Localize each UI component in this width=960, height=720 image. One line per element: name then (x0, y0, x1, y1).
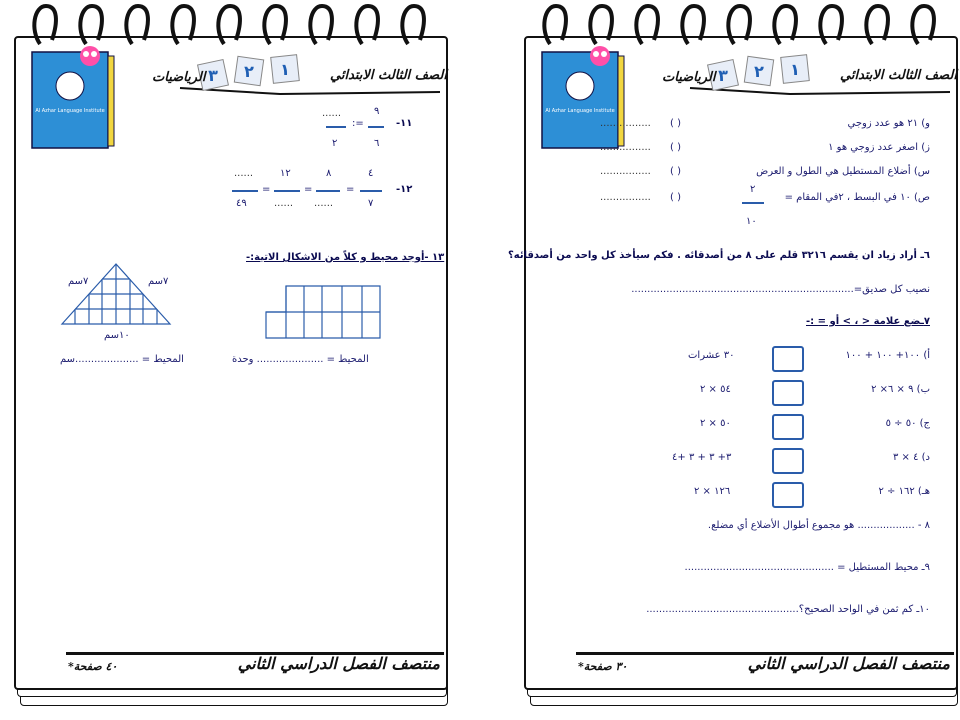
compare-right-3: ٥٠ × ٢ (700, 418, 731, 429)
tf-dots-3: ................ (600, 166, 651, 177)
q12-b-bottom: ...... (314, 198, 334, 209)
svg-text:٣: ٣ (208, 66, 218, 85)
tf-paren-1: ( ) (670, 118, 681, 129)
page-number: *٤٠ صفحة (68, 660, 118, 673)
q12-a-bottom: ٧ (368, 198, 374, 209)
compare-right-5: ١٢٦ × ٢ (694, 486, 731, 497)
compare-right-4: ٣+ ٣ + ٣ +٤ (672, 452, 732, 463)
q11-fraction-bar-2 (326, 126, 346, 128)
svg-text:١: ١ (280, 60, 290, 79)
compare-answer-box-4[interactable] (772, 448, 804, 474)
q12-b-bar (316, 190, 340, 192)
triangle-bottom-label: ١٠سم (104, 330, 130, 341)
triangle-right-label: ٧سم (148, 276, 169, 287)
compare-answer-box-2[interactable] (772, 380, 804, 406)
q12-c-bar (274, 190, 300, 192)
q12-c-bottom: ...... (274, 198, 294, 209)
question-8: ٨ - .................. هو مجموع أطوال الأضلاع أي مضلع. (707, 520, 930, 531)
footer-title: منتصف الفصل الدراسي الثاني (747, 654, 950, 673)
tf-paren-2: ( ) (670, 142, 681, 153)
compare-answer-box-5[interactable] (772, 482, 804, 508)
tf-dots-4: ................ (600, 192, 651, 203)
question-9: ٩ـ محيط المستطيل = ............................................... (684, 562, 930, 573)
q11-bottom-2: ٢ (332, 138, 338, 149)
q12-c-top: ١٢ (280, 168, 291, 179)
triangle-grid-shape (56, 262, 176, 338)
perimeter-units-line: المحيط = ..................... وحدة (232, 354, 369, 365)
compare-left-3: ج) ٥٠ ÷ ٥ (885, 418, 930, 429)
q12-a-bar (360, 190, 382, 192)
q11-top: ٩ (374, 106, 380, 117)
footer-title: منتصف الفصل الدراسي الثاني (237, 654, 440, 673)
grade-title: الصف الثالث الابتدائي (840, 68, 957, 83)
rectangle-grid-shape (264, 284, 382, 340)
svg-text:Al Azhar Language Institute: Al Azhar Language Institute (35, 108, 105, 114)
tf-item-3: س) أضلاع المستطيل هي الطول و العرض (756, 166, 930, 177)
book-logo (30, 40, 116, 150)
q12-number: ١٢- (396, 184, 413, 195)
q11-number: ١١- (396, 118, 413, 129)
tf-dots-2: ................ (600, 142, 651, 153)
svg-text:٣: ٣ (718, 66, 728, 85)
q12-d-bar (232, 190, 258, 192)
compare-left-1: أ) ١٠٠+ ١٠٠ + ١٠٠ (845, 350, 930, 361)
book-logo (540, 40, 626, 150)
tf-item-4: ص) ١٠ في البسط ، ٢في المقام = (784, 192, 930, 203)
fraction-bottom: ١٠ (746, 216, 757, 227)
q11-symbol: =: (352, 118, 364, 129)
right-page (507, 0, 960, 712)
q12-d-top: ...... (234, 168, 254, 179)
tf-paren-3: ( ) (670, 166, 681, 177)
triangle-left-label: ٧سم (68, 276, 89, 287)
compare-left-4: د) ٤ × ٣ (892, 452, 930, 463)
q12-eq-3: = (262, 184, 271, 195)
q12-a-top: ٤ (368, 168, 374, 179)
compare-right-2: ٥٤ × ٢ (700, 384, 731, 395)
q11-bottom: ٦ (374, 138, 380, 149)
tf-item-1: و) ٢١ هو عدد زوجي (847, 118, 930, 129)
q12-eq-1: = (346, 184, 355, 195)
q13-title: ١٣ -أوجد محيط و كلاً من الاشكال الاتية:- (246, 252, 445, 263)
question-6-answer: نصيب كل صديق=...................................................................... (631, 284, 930, 295)
question-7: ٧ـضع علامة < ، > أو = :- (806, 316, 930, 327)
svg-text:٢: ٢ (754, 62, 764, 81)
q12-d-bottom: ٤٩ (236, 198, 247, 209)
q11-dots: ...... (322, 108, 342, 119)
compare-left-5: هـ) ١٦٢ ÷ ٢ (878, 486, 930, 497)
compare-right-1: ٣٠ عشرات (688, 350, 735, 361)
tf-paren-4: ( ) (670, 192, 681, 203)
svg-text:Al Azhar Language Institute: Al Azhar Language Institute (545, 108, 615, 114)
subject-title: الرياضيات (662, 70, 716, 85)
q12-eq-2: = (304, 184, 313, 195)
question-10: ١٠ـ كم ثمن في الواحد الصحيح؟................................................ (646, 604, 930, 615)
compare-answer-box-3[interactable] (772, 414, 804, 440)
left-page (10, 0, 450, 712)
question-6: ٦ـ أراد زياد ان يقسم ٣٢١٦ قلم على ٨ من أصدقائه . فكم سيأخذ كل واحد من أصدقائه؟ (507, 250, 930, 261)
svg-text:٢: ٢ (244, 62, 254, 81)
grade-title: الصف الثالث الابتدائي (330, 68, 447, 83)
subject-title: الرياضيات (152, 70, 206, 85)
page-number: *٣٠ صفحة (578, 660, 628, 673)
tf-dots-1: ................ (600, 118, 651, 129)
fraction-bar (742, 202, 764, 204)
compare-left-2: ب) ٩ × ٦× ٢ (871, 384, 930, 395)
compare-answer-box-1[interactable] (772, 346, 804, 372)
perimeter-cm-line: المحيط = ....................سم (60, 354, 184, 365)
q12-b-top: ٨ (326, 168, 332, 179)
svg-text:١: ١ (790, 60, 800, 79)
q11-fraction-bar (368, 126, 384, 128)
fraction-top: ٢ (750, 184, 756, 195)
tf-item-2: ز) اصغر عدد زوجي هو ١ (828, 142, 930, 153)
